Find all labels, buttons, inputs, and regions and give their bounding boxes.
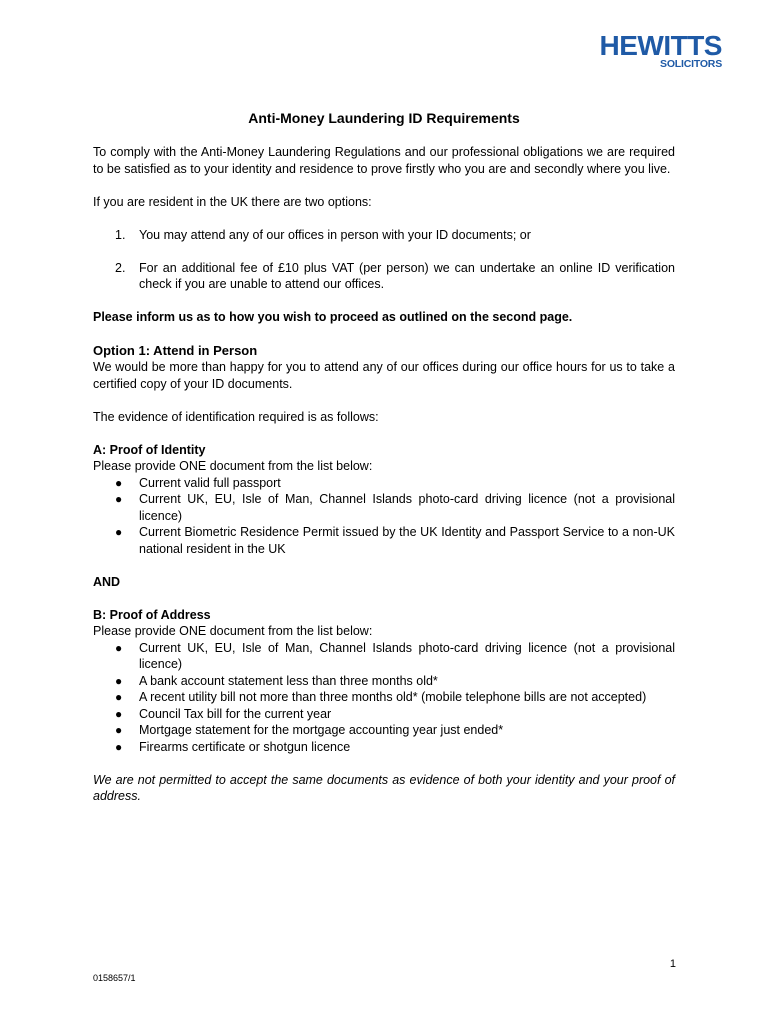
proof-address-intro: Please provide ONE document from the list below:	[93, 624, 373, 638]
list-item	[93, 475, 675, 492]
page-number: 1	[669, 958, 676, 970]
list-item-text: Firearms certificate or shotgun licence	[139, 739, 351, 754]
bullet-icon: ●	[115, 475, 123, 490]
please-inform-text: Please inform us as to how you wish to proceed as outlined on the second page.	[93, 310, 573, 324]
list-item	[93, 673, 675, 690]
bullet-icon: ●	[115, 640, 123, 655]
list-item	[93, 640, 675, 673]
and-label: AND	[93, 574, 121, 589]
evidence-intro: The evidence of identification required is as follows:	[93, 409, 379, 424]
logo-main-text: HEWITTS	[599, 30, 722, 61]
option1-text: We would be more than happy for you to attend any of our offices during our office hours for us to take a certified copy of your ID documents.	[93, 360, 675, 391]
proof-address-heading: B: Proof of Address	[93, 607, 211, 622]
page-title: Anti-Money Laundering ID Requirements	[248, 110, 520, 126]
list-item	[93, 524, 675, 557]
logo-sub-text: SOLICITORS	[660, 58, 722, 70]
list-item-text: Current UK, EU, Isle of Man, Channel Islands photo-card driving licence (not a provisional licence)	[139, 640, 675, 671]
list-item	[93, 227, 675, 244]
option-text: For an additional fee of £10 plus VAT (per person) we can undertake an online ID verification check if you are unable to attend our offices.	[139, 260, 675, 291]
bullet-icon: ●	[115, 723, 123, 737]
list-item-text: A bank account statement less than three months old*	[139, 673, 438, 688]
option-number: 2.	[115, 260, 126, 275]
bullet-icon: ●	[115, 525, 123, 539]
bullet-icon: ●	[115, 492, 123, 506]
list-item	[93, 706, 675, 723]
bullet-icon: ●	[115, 706, 123, 721]
list-item-text: A recent utility bill not more than three months old* (mobile telephone bills are not accepted)	[139, 690, 647, 704]
list-item	[93, 689, 675, 706]
resident-intro: If you are resident in the UK there are two options:	[93, 194, 372, 209]
list-item-text: Current UK, EU, Isle of Man, Channel Islands photo-card driving licence (not a provisional licence)	[139, 492, 675, 523]
bullet-icon: ●	[115, 690, 123, 704]
list-item	[93, 491, 675, 524]
company-logo	[590, 32, 722, 70]
option1-heading: Option 1: Attend in Person	[93, 343, 258, 358]
list-item-text: Mortgage statement for the mortgage accounting year just ended*	[139, 723, 504, 737]
option-text: You may attend any of our offices in person with your ID documents; or	[139, 227, 531, 242]
list-item-text: Council Tax bill for the current year	[139, 706, 332, 721]
options-list	[93, 227, 675, 293]
option-number: 1.	[115, 227, 126, 242]
list-item	[93, 739, 675, 756]
document-body	[93, 108, 675, 805]
proof-identity-list	[93, 475, 675, 558]
bullet-icon: ●	[115, 739, 123, 754]
list-item-text: Current valid full passport	[139, 475, 281, 490]
bullet-icon: ●	[115, 673, 123, 688]
list-item	[93, 722, 675, 739]
proof-address-list	[93, 640, 675, 756]
list-item	[93, 260, 675, 293]
proof-identity-intro: Please provide ONE document from the list below:	[93, 459, 373, 473]
document-reference: 0158657/1	[93, 973, 136, 983]
note-paragraph: We are not permitted to accept the same documents as evidence of both your identity and your proof of address.	[93, 772, 675, 803]
proof-identity-heading: A: Proof of Identity	[93, 442, 206, 457]
list-item-text: Current Biometric Residence Permit issued by the UK Identity and Passport Service to a non-UK national resident in the UK	[139, 525, 675, 556]
intro-paragraph: To comply with the Anti-Money Laundering Regulations and our professional obligations we are required to be satisfied as to your identity and residence to prove firstly who you are and secondly where you live.	[93, 145, 675, 176]
